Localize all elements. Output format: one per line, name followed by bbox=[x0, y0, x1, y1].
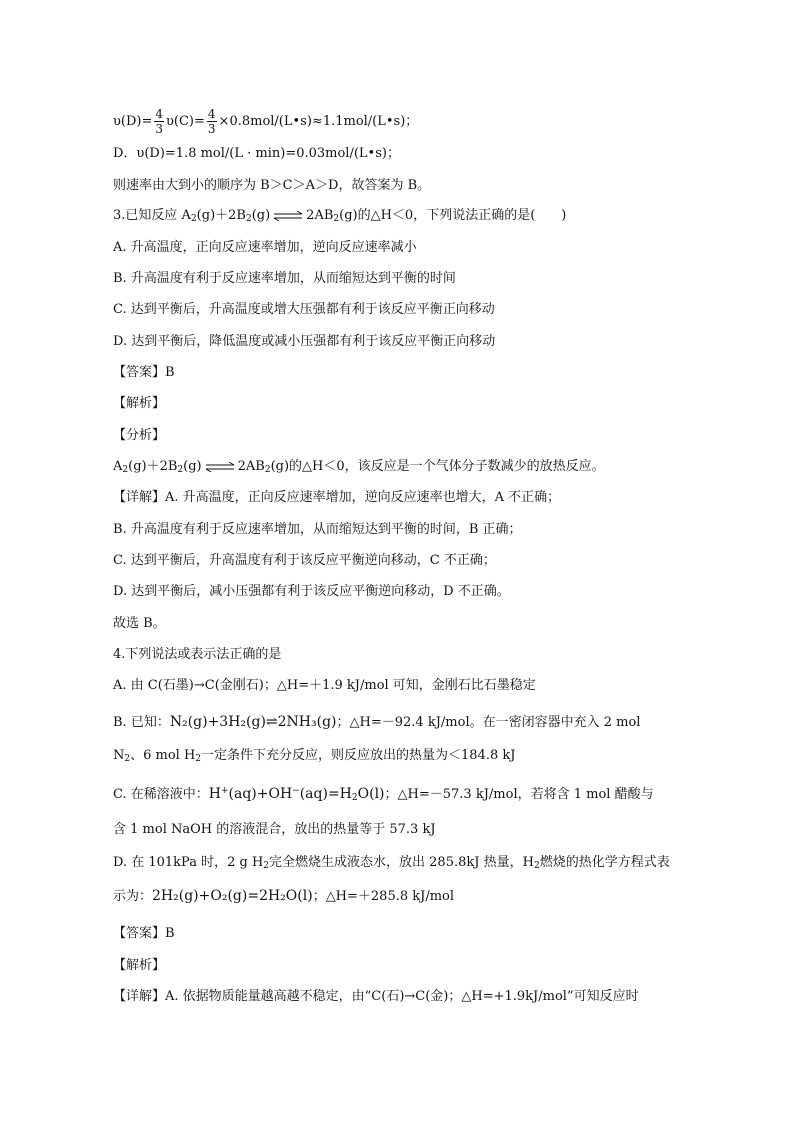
text-seg: A bbox=[113, 459, 123, 474]
fraction bbox=[207, 107, 217, 136]
q3-explanation-heading: 【解析】 bbox=[113, 396, 166, 411]
q4-option-d-line2 bbox=[113, 886, 454, 907]
text-seg: C. 在稀溶液中： bbox=[113, 787, 209, 802]
q4-explanation-heading: 【解析】 bbox=[113, 958, 166, 973]
text-seg: 完全燃烧生成液态水，放出 285.8kJ 热量，H bbox=[269, 855, 534, 870]
text-seg: 示为： bbox=[113, 889, 153, 904]
rate-conversion-line-d1 bbox=[113, 107, 418, 136]
q4-option-d-line1: D. 在 101kPa 时，2 g $H_2$完全燃烧生成液态水，放出 285.8kJ 热量，$H_2$燃烧的热化学方程式表 bbox=[113, 855, 670, 871]
q4-option-c-line1 bbox=[113, 784, 654, 805]
text-seg: υ(D)= bbox=[113, 114, 153, 129]
text-seg: (g) bbox=[251, 208, 271, 223]
equation: $H^+(aq)+OH^-(aq)=H_2O(l)$ bbox=[208, 786, 385, 803]
q3-option-d: D. 达到平衡后，降低温度或减小压强都有利于该反应平衡正向移动 bbox=[113, 334, 496, 349]
text-seg: D. 在 101kPa 时，2 g H bbox=[113, 855, 264, 870]
q3-option-a: A. 升高温度，正向反应速率增加，逆向反应速率减小 bbox=[113, 240, 417, 255]
conclusion-line: 则速率由大到小的顺序为 B＞C＞A＞D，故答案为 B。 bbox=[113, 178, 431, 193]
equation: N₂(g)+3H₂(g)⇌2NH₃(g) bbox=[169, 714, 337, 730]
equation: 2H₂(g)+O₂(g)=2H₂O(l) bbox=[152, 888, 313, 904]
equilibrium-arrow-icon bbox=[205, 462, 235, 472]
q3-analysis-text: $A_2(g)+2B_2(g)$ $2AB_2(g)$的△H＜0，该反应是一个气体分子数减少的放热反应。 bbox=[113, 459, 605, 475]
text-seg: 燃烧的热化学方程式表 bbox=[539, 855, 670, 870]
q4-option-c-line2: 含 1 mol NaOH 的溶液混合，放出的热量等于 57.3 kJ bbox=[113, 822, 436, 837]
text-seg: 2AB bbox=[237, 459, 265, 474]
text-seg: (aq)+OH bbox=[228, 786, 293, 802]
q3-detail-d: D. 达到平衡后，减小压强都有利于该反应平衡逆向移动，D 不正确。 bbox=[113, 584, 510, 599]
q4-detail-a: 【详解】A. 依据物质能量越高越不稳定，由“C(石)→C(金)；△H=+1.9kJ/mol”可知反应时 bbox=[113, 989, 639, 1004]
fraction bbox=[154, 107, 164, 136]
denominator: 3 bbox=[155, 122, 164, 136]
text-seg: (aq)=H bbox=[299, 786, 352, 802]
text-seg: ；△H=－92.4 kJ/mol。在一密闭容器中充入 2 mol bbox=[336, 715, 641, 730]
q3-detail-a: 【详解】A. 升高温度，正向反应速率增加，逆向反应速率也增大，A 不正确； bbox=[113, 490, 561, 505]
q3-detail-b: B. 升高温度有利于反应速率增加，从而缩短达到平衡的时间，B 正确； bbox=[113, 522, 522, 537]
text-seg: 2AB bbox=[306, 208, 334, 223]
text-seg: υ(C)= bbox=[166, 114, 205, 129]
text-seg: (g)＋2B bbox=[128, 459, 178, 474]
q3-option-c: C. 达到平衡后，升高温度或增大压强都有利于该反应平衡正向移动 bbox=[113, 302, 495, 317]
text-seg: N bbox=[113, 748, 125, 763]
text-seg: (g)＋2B bbox=[196, 208, 246, 223]
text-seg: (g) bbox=[183, 459, 202, 474]
text-seg: (g)的△H＜0，该反应是一个气体分子数减少的放热反应。 bbox=[270, 459, 605, 474]
text-seg: 一定条件下充分反应，则反应放出的热量为＜184.8 kJ bbox=[201, 748, 516, 763]
numerator: 4 bbox=[207, 107, 216, 121]
q4-answer: 【答案】B bbox=[113, 926, 175, 941]
text-seg: ；△H=－57.3 kJ/mol，若将含 1 mol 醋酸与 bbox=[384, 787, 654, 802]
q4-option-b-line1 bbox=[113, 712, 640, 733]
text-seg: B. 已知： bbox=[113, 715, 170, 730]
text-seg: 3.已知反应 A bbox=[113, 208, 191, 223]
question-3-stem: 3.已知反应 $A_2(g)+2B_2(g)$ $2AB_2(g)$的△H＜0，下列说法正确的是( ) bbox=[113, 208, 567, 224]
question-4-stem: 4.下列说法或表示法正确的是 bbox=[113, 647, 282, 662]
text-seg: 、6 mol H bbox=[130, 748, 196, 763]
q3-analysis-heading: 【分析】 bbox=[113, 428, 166, 443]
text-seg: ×0.8mol/(L•s)≈1.1mol/(L•s)； bbox=[218, 114, 419, 129]
text-seg: O(l) bbox=[357, 786, 385, 802]
denominator: 3 bbox=[207, 122, 216, 136]
text-seg: H bbox=[208, 786, 221, 802]
q3-option-b: B. 升高温度有利于反应速率增加，从而缩短达到平衡的时间 bbox=[113, 271, 456, 286]
q3-answer: 【答案】B bbox=[113, 365, 175, 380]
q3-final-choice: 故选 B。 bbox=[113, 616, 166, 631]
rate-conversion-line-d2: D．υ(D)=1.8 mol/(L · min)=0.03mol/(L•s)； bbox=[113, 146, 400, 161]
q3-detail-c: C. 达到平衡后，升高温度有利于该反应平衡逆向移动，C 不正确； bbox=[113, 553, 496, 568]
numerator: 4 bbox=[155, 107, 164, 121]
equilibrium-arrow-icon bbox=[273, 211, 303, 221]
q4-option-b-line2: $N_2$、6 mol $H_2$一定条件下充分反应，则反应放出的热量为＜184.8 kJ bbox=[113, 748, 516, 764]
q4-option-a: A. 由 C(石墨)→C(金刚石)；△H=＋1.9 kJ/mol 可知，金刚石比石墨稳定 bbox=[113, 678, 536, 693]
text-seg: ；△H=＋285.8 kJ/mol bbox=[312, 889, 455, 904]
text-seg: (g)的△H＜0，下列说法正确的是( ) bbox=[339, 208, 567, 223]
